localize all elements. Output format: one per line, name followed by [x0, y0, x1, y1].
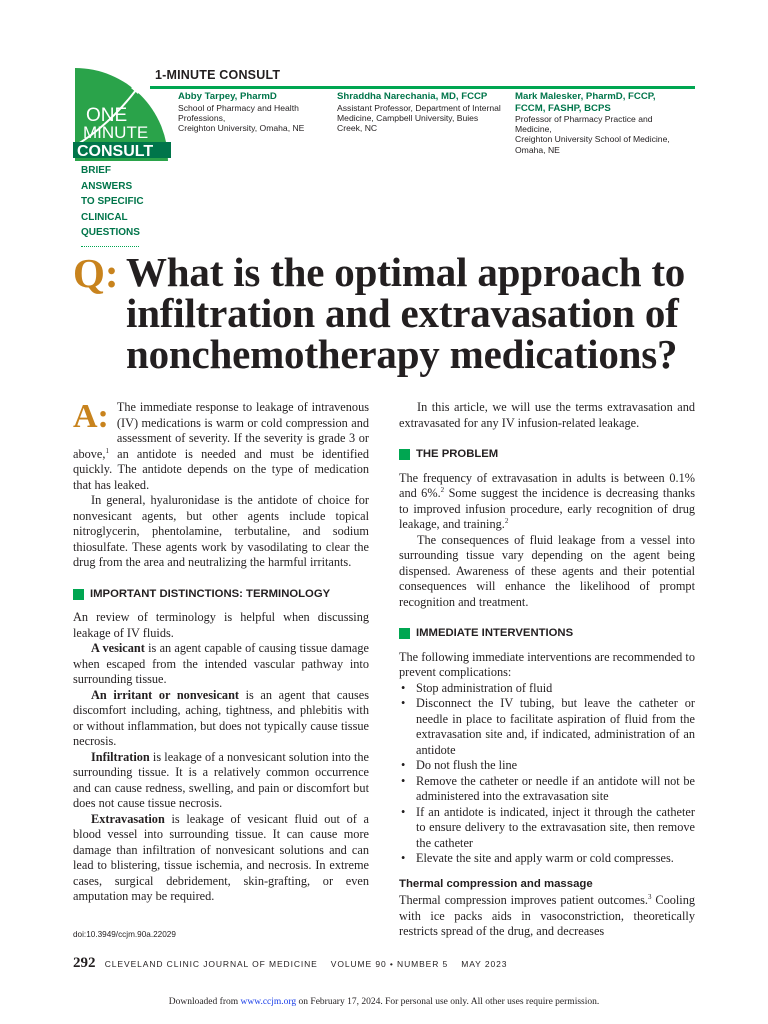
interventions-list [399, 681, 695, 867]
answer-paragraph: A: The immediate response to leakage of intravenous (IV) medications is warm or cold compression and assessment of severity. If the severity is grade 3 or above,$^1$ an antidote is needed and must be identified quickly. The antidote depends on the type of medication that has leaked. [73, 398, 369, 492]
tagline-line: QUESTIONS [81, 227, 140, 238]
section-heading: THE PROBLEM [399, 447, 695, 463]
article-title: What is the optimal approach to infiltration and extravasation of nonchemotherapy medications? [126, 249, 686, 377]
page-footer: 292 CLEVELAND CLINIC JOURNAL OF MEDICINE VOLUME 90 • NUMBER 5 MAY 2023 [73, 955, 508, 971]
term-definition: An irritant or nonvesicant is an agent that causes discomfort including, aching, tightness, and phlebitis with or without inflammation, but does not typically cause tissue necrosis. [73, 687, 369, 748]
body-paragraph: The following immediate interventions are recommended to prevent complications: [399, 649, 695, 679]
header-rule [150, 86, 695, 89]
tagline-line: CLINICAL [81, 211, 128, 223]
section-label: 1-MINUTE CONSULT [155, 68, 281, 82]
answer-marker: A: [73, 398, 109, 435]
heading-square-icon [399, 449, 410, 460]
author-block [337, 91, 502, 133]
tagline-line: ANSWERS [81, 180, 133, 192]
term-definition: Extravasation is leakage of vesicant fluid out of a blood vessel into surrounding tissue. It can cause more damage than infiltration of nonvesicant solutions and can lead to blistering, tissue ischemia, and necrosis. In extreme cases, surgical debridement, skin-grafting, or even amputation may be required. [73, 811, 369, 903]
author-affiliation-line: Assistant Professor, Department of Internal [337, 102, 501, 113]
body-paragraph: The frequency of extravasation in adults is between 0.1% and 6%.$^2$ Some suggest the incidence is decreasing thanks to improved infusion procedure, early recognition of drug leakage, and training.$^2$ [399, 470, 696, 531]
issue-number: NUMBER 5 [397, 959, 449, 969]
svg-text:MINUTE: MINUTE [83, 123, 149, 142]
list-item: • If an antidote is indicated, inject it through the catheter to ensure delivery to the extravasation site, then remove the catheter [399, 805, 695, 852]
journal-name: CLEVELAND CLINIC JOURNAL OF MEDICINE [104, 959, 318, 969]
list-item: • Stop administration of fluid [399, 681, 695, 697]
author-affiliation-line: Creighton University School of Medicine, [515, 134, 670, 145]
term-definition: Infiltration is leakage of a nonvesicant solution into the surrounding tissue. It is a relatively common occurrence and can cause redness, swelling, and pain or discomfort but does not cause tissue necrosis. [73, 749, 369, 810]
author-block [515, 91, 690, 155]
tagline-line: BRIEF [81, 165, 111, 176]
section-heading: IMMEDIATE INTERVENTIONS [399, 626, 695, 642]
author-affiliation-line: Professor of Pharmacy Practice and Medicine, [515, 114, 653, 135]
svg-text:ONE: ONE [86, 105, 128, 126]
body-paragraph: Thermal compression improves patient outcomes.$^3$ Cooling with ice packs aids in vasoconstriction, theoretically restricts spread of the drug, and decreases [399, 892, 695, 938]
subsection-heading: Thermal compression and massage [399, 877, 593, 890]
author-block [178, 91, 328, 133]
ccjm-link[interactable]: www.ccjm.org [240, 997, 297, 1007]
tagline-divider [81, 246, 139, 247]
list-item: • Elevate the site and apply warm or cold compresses. [399, 851, 695, 867]
author-name: Abby Tarpey, PharmD [178, 91, 277, 102]
volume: VOLUME 90 [330, 959, 387, 969]
list-item: • Remove the catheter or needle if an antidote will not be administered into the extravasation site [399, 774, 695, 805]
author-affiliation-line: Creighton University, Omaha, NE [178, 122, 305, 133]
author-affiliation-line: Medicine, Campbell University, Buies Creek, NC [337, 112, 479, 133]
term-definition: A vesicant is an agent capable of causing tissue damage when escaped from the intended vascular pathway into surrounding tissue. [73, 641, 369, 686]
section-heading: IMPORTANT DISTINCTIONS: TERMINOLOGY [73, 587, 369, 603]
issue-date: MAY 2023 [461, 959, 508, 969]
heading-square-icon [73, 589, 84, 600]
author-affiliation-line: Omaha, NE [515, 144, 560, 155]
tagline-line: TO SPECIFIC [81, 196, 144, 207]
list-item: • Disconnect the IV tubing, but leave the catheter or needle in place to facilitate aspiration of fluid from the extravasation site and, if indicated, administration of an antidote [399, 696, 695, 758]
tagline [81, 163, 159, 241]
list-item: • Do not flush the line [399, 758, 695, 774]
doi: doi:10.3949/ccjm.90a.22029 [73, 930, 176, 939]
reference: 2 [504, 516, 509, 525]
body-paragraph: An review of terminology is helpful when discussing leakage of IV fluids. [73, 610, 369, 640]
reference: 1 [105, 446, 109, 455]
download-notice: Downloaded from www.ccjm.org on February 17, 2024. For personal use only. All other uses require permission. [168, 997, 600, 1007]
author-affiliation-line: School of Pharmacy and Health Professions, [178, 102, 299, 123]
page-number: 292 [73, 955, 96, 971]
question-marker: Q: [73, 250, 119, 296]
svg-text:CONSULT: CONSULT [77, 143, 154, 160]
body-paragraph: In this article, we will use the terms extravasation and extravasated for any IV infusion-related leakage. [399, 400, 695, 430]
heading-square-icon [399, 628, 410, 639]
reference: 3 [647, 892, 652, 901]
author-name: Mark Malesker, PharmD, FCCP, [515, 91, 656, 102]
body-paragraph: In general, hyaluronidase is the antidote of choice for nonvesicant agents, but other agents include topical nitroglycerin, phentolamine, terbutaline, and sodium thiosulfate. These agents work by vasodilating to clear the drug from the area and neutralizing the harmful irritants. [73, 493, 369, 569]
reference: 2 [440, 485, 445, 494]
body-paragraph: The consequences of fluid leakage from a vessel into surrounding tissue vary depending on the agent being dispensed. Awareness of these agents and their potential consequences will enhance the likelihood of prompt recognition and treatment. [399, 532, 695, 609]
right-column [399, 400, 695, 940]
author-name: FCCM, FASHP, BCPS [515, 102, 611, 114]
left-column [73, 400, 369, 905]
author-name: Shraddha Narechania, MD, FCCP [337, 91, 488, 102]
